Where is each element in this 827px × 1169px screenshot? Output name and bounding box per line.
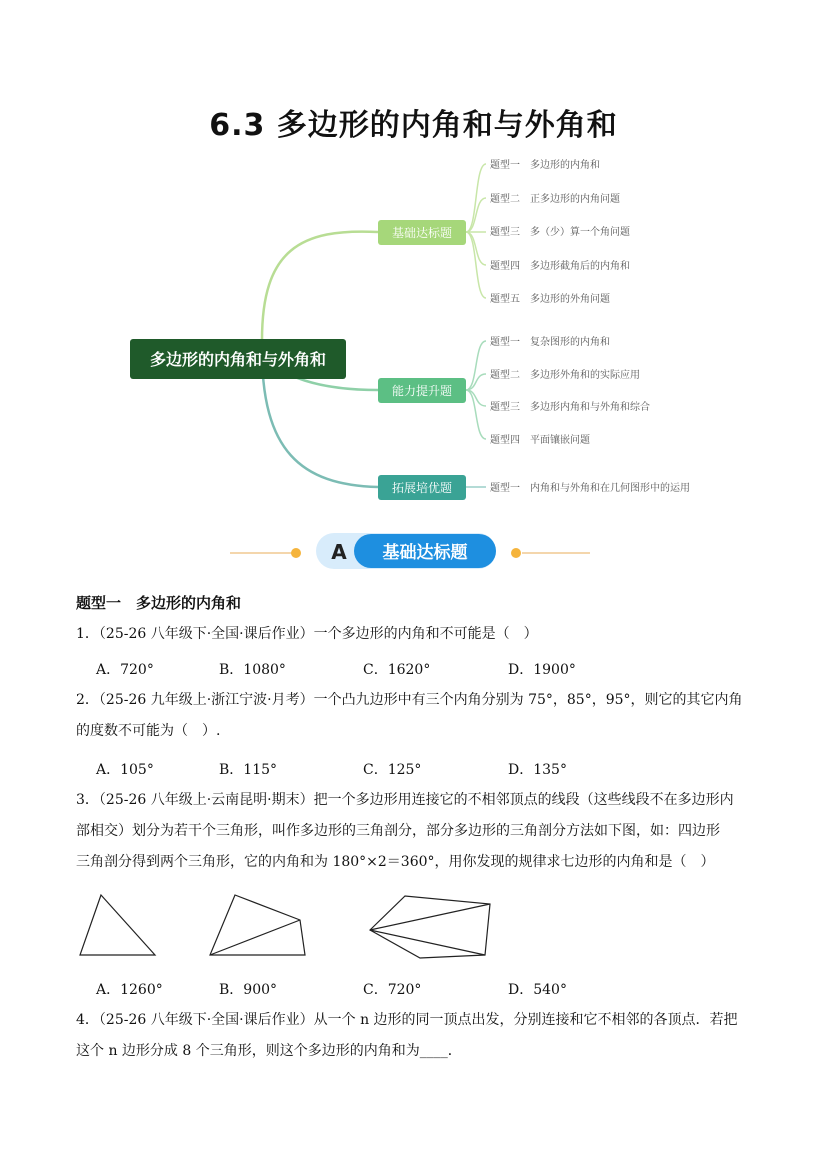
section-banner — [230, 528, 600, 578]
mindmap-root-label: 多边形的内角和与外角和 — [149, 350, 327, 369]
leaf-basic-4: 题型四 多边形截角后的内角和 — [490, 261, 630, 272]
question-3-line-3: 三角剖分得到两个三角形，它的内角和为 180°×2＝360°，用你发现的规律求七边形的内角和是（ ） — [76, 854, 715, 870]
triangle-figure — [80, 895, 155, 955]
banner-label: 基础达标题 — [382, 543, 468, 563]
question-4-line-2: 这个 n 边形分成 8 个三角形，则这个多边形的内角和为____． — [76, 1043, 462, 1059]
leaf-basic-5: 题型五 多边形的外角问题 — [490, 294, 610, 305]
leaf-ext-1: 题型一 内角和与外角和在几何图形中的运用 — [490, 483, 690, 494]
leaf-adv-4: 题型四 平面镶嵌问题 — [490, 435, 590, 446]
section-heading: 题型一 多边形的内角和 — [76, 594, 242, 612]
question-4 — [76, 1005, 756, 1067]
option-b: B．900° — [219, 982, 278, 998]
leaf-basic-3: 题型三 多（少）算一个角问题 — [490, 227, 630, 238]
question-3-options — [96, 979, 567, 999]
question-3 — [76, 785, 756, 878]
question-1-options — [96, 659, 576, 679]
leaf-adv-1: 题型一 复杂图形的内角和 — [490, 337, 610, 348]
connector-basic — [262, 232, 378, 340]
option-c: C．125° — [363, 762, 422, 778]
leaf-adv-3: 题型三 多边形内角和与外角和综合 — [490, 402, 650, 413]
option-d: D．1900° — [508, 662, 576, 678]
mind-map — [0, 140, 827, 510]
pentagon-figure — [370, 896, 490, 958]
branch-advanced-label: 能力提升题 — [391, 384, 453, 398]
banner-dot-right-icon — [511, 548, 521, 558]
option-a: A．720° — [96, 662, 154, 678]
question-1 — [76, 619, 756, 650]
question-2-line-2: 的度数不可能为（ ）. — [76, 723, 221, 739]
leaf-basic-1: 题型一 多边形的内角和 — [490, 160, 600, 171]
option-a: A．105° — [96, 762, 154, 778]
option-c: C．720° — [363, 982, 422, 998]
question-4-line-1: 4．（25-26 八年级下·全国·课后作业）从一个 n 边形的同一顶点出发，分别连接和它不相邻的各顶点．若把 — [76, 1012, 738, 1028]
branch-extend-label: 拓展培优题 — [391, 481, 453, 495]
question-2 — [76, 685, 756, 747]
branch-basic-label: 基础达标题 — [391, 226, 453, 240]
question-3-line-1: 3．（25-26 八年级上·云南昆明·期末）把一个多边形用连接它的不相邻顶点的线段（这些线段不在多边形内 — [76, 792, 734, 808]
option-d: D．135° — [508, 762, 567, 778]
leaf-adv-2: 题型二 多边形外角和的实际应用 — [490, 370, 640, 381]
question-3-line-2: 部相交）划分为若干个三角形，叫作多边形的三角剖分，部分多边形的三角剖分方法如下图，如：四边形 — [76, 823, 720, 839]
question-1-line-1: 1．（25-26 八年级下·全国·课后作业）一个多边形的内角和不可能是（ ） — [76, 626, 538, 642]
option-c: C．1620° — [363, 662, 431, 678]
banner-letter: A — [331, 540, 347, 564]
option-b: B．115° — [219, 762, 278, 778]
triangulation-figures — [75, 890, 505, 965]
leaf-basic-2: 题型二 正多边形的内角问题 — [490, 194, 620, 205]
option-a: A．1260° — [96, 982, 163, 998]
question-2-options — [96, 759, 567, 779]
option-b: B．1080° — [219, 662, 286, 678]
quadrilateral-figure — [210, 895, 305, 955]
option-d: D．540° — [508, 982, 567, 998]
question-2-line-1: 2．（25-26 九年级上·浙江宁波·月考）一个凸九边形中有三个内角分别为 75°，85°，95°，则它的其它内角 — [76, 692, 743, 708]
page-title: 6.3 多边形的内角和与外角和 — [209, 108, 618, 143]
banner-dot-left-icon — [291, 548, 301, 558]
